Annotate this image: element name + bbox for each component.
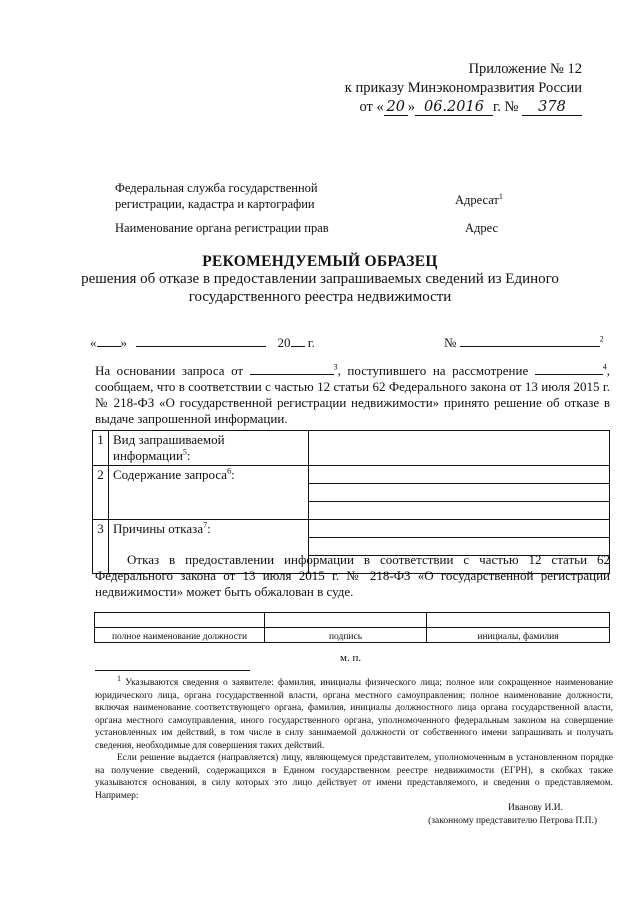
row-label bbox=[109, 431, 309, 466]
number-label bbox=[444, 334, 604, 351]
appendix-number: Приложение № 12 bbox=[468, 61, 582, 77]
signature-field[interactable] bbox=[265, 613, 427, 628]
ot-label: от « bbox=[359, 99, 384, 115]
org-line-1: Федеральная служба государственной bbox=[115, 181, 318, 195]
subtitle-line-1: решения об отказе в предоставлении запрашиваемых сведений из Единого bbox=[81, 271, 559, 287]
position-field[interactable] bbox=[95, 613, 265, 628]
body-line-1 bbox=[95, 362, 610, 379]
footnote-block bbox=[95, 673, 613, 827]
row-value-cell[interactable] bbox=[309, 502, 610, 520]
row-colon: : bbox=[186, 448, 191, 463]
adresat-text: Адресат bbox=[455, 193, 499, 207]
body-paragraph bbox=[95, 362, 610, 427]
row-value-cell[interactable] bbox=[309, 484, 610, 502]
quote-close-2: » bbox=[120, 335, 127, 350]
footnote-ref-4: 4 bbox=[602, 362, 607, 372]
no-symbol: № bbox=[444, 335, 457, 350]
row-colon: : bbox=[231, 467, 235, 482]
footnote-1 bbox=[95, 673, 613, 752]
row-colon: : bbox=[207, 521, 211, 536]
row-footnote-ref: 5 bbox=[182, 447, 187, 457]
row-label bbox=[109, 466, 309, 520]
footnote-text-1: Указываются сведения о заявителе: фамилия, инициалы физического лица; полное или сокращенное наименование юридического лица, органа государственной власти, органа местного самоуправления; полное наименование должности, включая наименование соответствующего органа, фамилия, инициалы должностного лица органа государственной власти, органа местного самоуправления, иного государственного органа, уполномоченного федеральным законом на совершение установленных им действий, в том числе в силу занимаемой должности от собственного имени запрашивать и получать сведения, необходимые для совершения таких действий. bbox=[95, 678, 613, 751]
stamp-place: м. п. bbox=[340, 652, 362, 664]
row-label-text: Причины отказа bbox=[113, 521, 204, 536]
footnote-number: 1 bbox=[117, 673, 121, 683]
number-footnote-ref: 2 bbox=[599, 334, 604, 344]
signature-row bbox=[95, 613, 610, 628]
row-number: 2 bbox=[93, 466, 109, 520]
received-blank bbox=[535, 362, 603, 375]
signature-captions bbox=[95, 628, 610, 643]
row-value-cell[interactable] bbox=[309, 466, 610, 484]
org-caption: Наименование органа регистрации прав bbox=[115, 221, 329, 235]
example-name: Иванову И.И. bbox=[507, 803, 563, 813]
g-label: г. bbox=[307, 335, 315, 350]
order-number: 378 bbox=[522, 100, 582, 116]
example-representative: (законному представителю Петрова П.П.) bbox=[428, 815, 597, 826]
comma: , bbox=[606, 363, 611, 378]
adres-label: Адрес bbox=[465, 221, 499, 235]
document-title: РЕКОМЕНДУЕМЫЙ ОБРАЗЕЦ bbox=[202, 253, 438, 270]
request-date-blank bbox=[250, 362, 334, 375]
footnote-separator bbox=[95, 670, 250, 671]
name-caption: инициалы, фамилия bbox=[427, 628, 610, 643]
year-blank bbox=[291, 334, 305, 347]
row-label-text: Содержание запроса bbox=[113, 467, 228, 482]
body-decision-text: сообщаем, что в соответствии с частью 12 статьи 62 Федерального закона от 13 июля 2015 г. № 218-ФЗ «О государственной регистрации недвижимости» принято решение об отказе в выдаче запрошенной информации. bbox=[95, 379, 610, 426]
quote-close: » bbox=[407, 99, 415, 115]
row-number: 3 bbox=[93, 520, 109, 574]
document-subtitle bbox=[0, 270, 640, 306]
signature-caption: подпись bbox=[265, 628, 427, 643]
table-row bbox=[93, 431, 610, 466]
table-row bbox=[93, 466, 610, 484]
name-field[interactable] bbox=[427, 613, 610, 628]
organization-block bbox=[115, 180, 318, 212]
day-blank bbox=[97, 334, 121, 347]
position-caption: полное наименование должности bbox=[95, 628, 265, 643]
row-footnote-ref: 6 bbox=[227, 466, 232, 476]
footnote-2: Если решение выдается (направляется) лицу, являющемуся представителем, уполномоченным в установленном порядке на получение сведений, содержащихся в Едином государственном реестре недвижимости (ЕГРН), в скобках также указываются основания, в силу которых это лицо действует от имени представляемого, и сведения о представляемом. Например: bbox=[95, 753, 613, 801]
row-value-cell[interactable] bbox=[309, 431, 610, 466]
date-number-line bbox=[90, 334, 610, 351]
adresat-footnote-ref: 1 bbox=[498, 191, 503, 201]
order-date-line bbox=[322, 98, 582, 117]
row-number: 1 bbox=[93, 431, 109, 466]
order-day: 20 bbox=[384, 100, 408, 116]
signature-table bbox=[94, 612, 610, 643]
footnote-ref-3: 3 bbox=[333, 362, 338, 372]
appendix-header bbox=[322, 60, 582, 117]
quote-open: « bbox=[90, 335, 97, 350]
basis-text: На основании запроса от bbox=[95, 363, 244, 378]
month-blank bbox=[136, 334, 266, 347]
year-prefix: 20 bbox=[277, 335, 291, 350]
table-row bbox=[93, 520, 610, 538]
row-value-cell[interactable] bbox=[309, 520, 610, 538]
received-text: , поступившего на рассмотрение bbox=[337, 363, 529, 378]
adresat-label bbox=[455, 192, 503, 208]
org-line-2: регистрации, кадастра и картографии bbox=[115, 197, 315, 211]
appeal-paragraph: Отказ в предоставлении информации в соответствии с частью 12 статьи 62 Федерального закона от 13 июля 2015 г. № 218-ФЗ «О государственной регистрации недвижимости» может быть обжалован в суде. bbox=[95, 552, 610, 599]
g-no-label: г. № bbox=[492, 99, 519, 115]
subtitle-line-2: государственного реестра недвижимости bbox=[188, 289, 452, 305]
row-footnote-ref: 7 bbox=[203, 520, 208, 530]
order-month-year: 06.2016 bbox=[415, 100, 493, 116]
order-reference: к приказу Минэкономразвития России bbox=[344, 80, 582, 96]
row-label-text: Вид запрашиваемой информации bbox=[113, 432, 225, 463]
number-blank bbox=[460, 334, 600, 347]
